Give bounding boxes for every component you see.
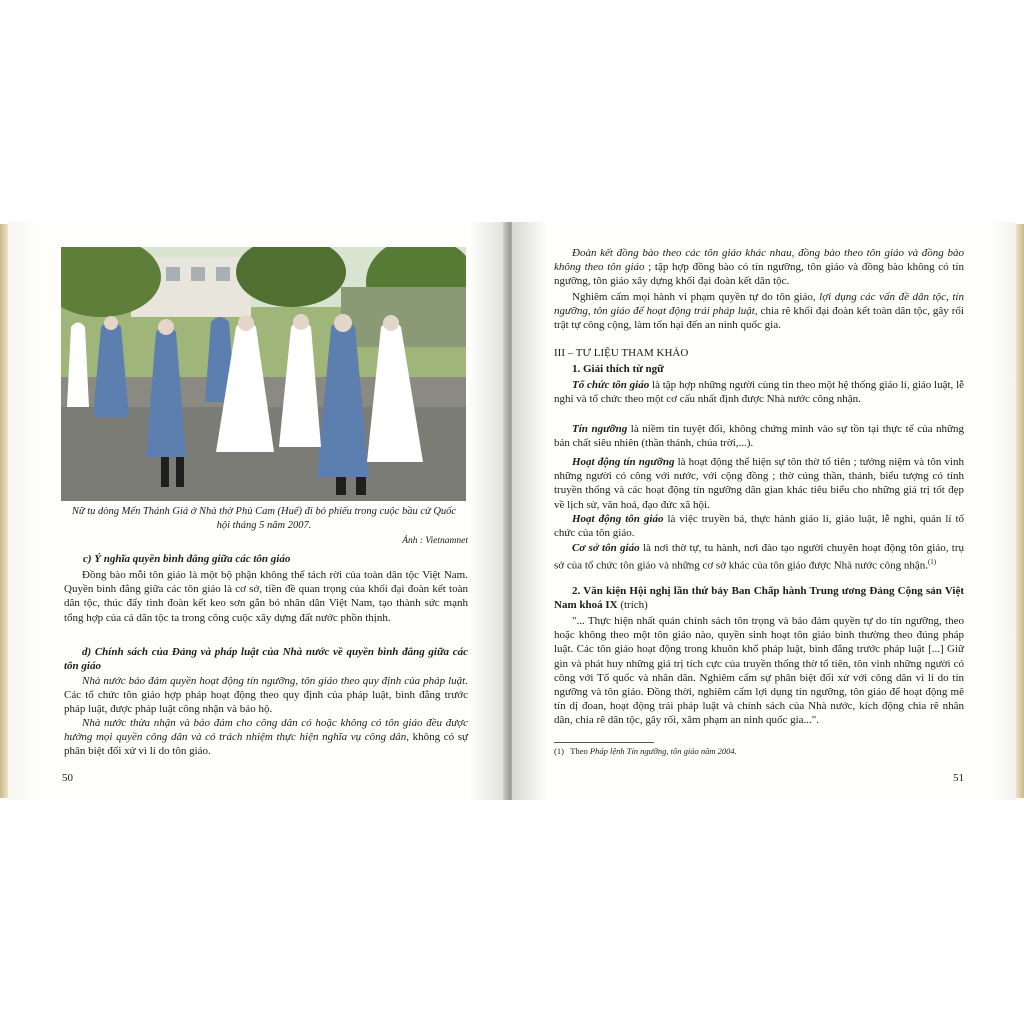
term-3: Hoạt động tín ngưỡng [572,456,675,468]
footnote-text-a: Theo [570,746,590,756]
definition-3 [554,455,964,512]
right-paragraph-2-italic: lợi dụng các vấn đề dân tộc, tín ngưỡng, tôn giáo để hoạt động trái pháp luật, [554,291,964,318]
paragraph-d1-italic: Nhà nước bảo đảm quyền hoạt động tín ngưỡng, tôn giáo theo quy định của pháp luật. [82,675,468,687]
paragraph-d1-rest: Các tổ chức tôn giáo hợp pháp hoạt động theo quy định của pháp luật, bình đẳng trước pháp luật, được pháp luật công nhận và bảo hộ. [64,689,468,716]
term-1: Tổ chức tôn giáo [572,379,650,391]
right-paragraph-1-italic: Đoàn kết đồng bào theo các tôn giáo khác nhau, đồng bào theo tôn giáo và đồng bào không theo tôn giáo [554,247,964,274]
footnote [554,746,964,757]
paragraph-d2 [64,716,468,759]
subsection-2-title-text: 2. Văn kiện Hội nghị lần thứ bảy Ban Chấp hành Trung ương Đảng Cộng sản Việt Nam khoá IX [554,585,964,612]
heading-c: c) Ý nghĩa quyền bình đẳng giữa các tôn giáo [83,553,291,565]
definition-5 [554,541,964,573]
subsection-2-suffix: (trích) [617,599,648,612]
right-paragraph-2 [554,290,964,333]
definition-4-text: là việc truyền bá, thực hành giáo lí, giáo luật, lễ nghi, quản lí tổ chức của tôn giáo. [554,513,964,540]
paragraph-c: Đồng bào mỗi tôn giáo là một bộ phận không thể tách rời của toàn dân tộc Việt Nam. Quyền bình đẳng giữa các tôn giáo là cơ sở, tiền đề quan trọng của khối đại đoàn kết toàn dân tộc, thúc đẩy tình đoàn kết keo sơn gắn bó nhân dân Việt Nam, tạo thành sức mạnh tổng hợp của cả dân tộc ta trong công cuộc xây dựng đất nước phồn thịnh. [64,569,468,624]
definition-2-text: là niềm tin tuyệt đối, không chứng minh vào sự tồn tại thực tế của những bản chất siêu nhiên (thần thánh, chúa trời,...). [554,423,964,450]
definition-2 [554,422,964,450]
photo-credit: Ảnh : Vietnamnet [402,536,468,546]
right-paragraph-2-rest: chia rẽ khối đại đoàn kết toàn dân tộc, gây rối trật tự công cộng, làm tổn hại đến an ninh quốc gia. [554,305,964,332]
term-4: Hoạt động tôn giáo [572,513,664,525]
definition-5-text: là nơi thờ tự, tu hành, nơi đào tạo người chuyên hoạt động tôn giáo, trụ sở của tổ chức tôn giáo và những cơ sở khác của tôn giáo được Nhà nước công nhận. [554,542,964,572]
definition-1-text: là tập hợp những người cùng tin theo một hệ thống giáo lí, giáo luật, lễ nghi và tổ chức theo một cơ cấu nhất định được Nhà nước công nhận. [554,379,965,406]
right-paragraph-1 [554,246,964,289]
subsection-2-title [554,584,964,612]
left-page [8,222,510,800]
right-paragraph-1-rest: ; tập hợp đồng bào có tín ngưỡng, tôn giáo và đồng bào không có tín ngưỡng, tôn giáo xây dựng khối đại đoàn kết dân tộc. [554,261,964,288]
page-number-left: 50 [62,772,73,784]
right-page [512,222,1016,800]
definition-1 [554,378,964,406]
section-title: III – TƯ LIỆU THAM KHẢO [554,347,689,359]
footnote-divider [554,742,654,743]
term-2: Tín ngưỡng [572,423,628,435]
nuns-voting-photo [61,247,466,501]
footnote-mark: (1) [927,558,937,567]
right-paragraph-2-a: Nghiêm cấm mọi hành vi phạm quyền tự do tôn giáo, [572,291,820,303]
heading-d: d) Chính sách của Đảng và pháp luật của Nhà nước về quyền bình đẳng giữa các tôn giáo [64,646,468,673]
open-book [0,222,1024,802]
footnote-text-italic: Pháp lệnh Tín ngưỡng, tôn giáo năm 2004. [589,746,737,756]
footnote-label: (1) [554,746,564,756]
definition-3-text: là hoạt động thể hiện sự tôn thờ tổ tiên ; tưởng niệm và tôn vinh những người có công với nước, với cộng đồng ; thờ cúng thần, thánh, biểu tượng có tính truyền thống và các hoạt động tín ngưỡng dân gian khác tiêu biểu cho những giá trị tốt đẹp về lịch sử, văn hoá, đạo đức xã hội. [554,456,964,511]
paragraph-d1 [64,674,468,717]
paragraph-d2-italic: Nhà nước thừa nhận và bảo đảm cho công dân có hoặc không có tôn giáo đều được hưởng mọi quyền công dân và có trách nhiệm thực hiện nghĩa vụ công dân, [64,717,468,744]
quote-paragraph: "... Thực hiện nhất quán chính sách tôn trọng và bảo đảm quyền tự do tín ngưỡng, theo hoặc không theo một tôn giáo nào, quyền sinh hoạt tôn giáo bình thường theo đúng pháp luật. Các tôn giáo hoạt động trong khuôn khổ pháp luật, bình đẳng trước pháp luật [...] Giữ gìn và phát huy những giá trị tích cực của truyền thống thờ tổ tiên, tôn vinh những người có công với Tổ quốc và nhân dân. Nghiêm cấm sự phân biệt đối xử với công dân vì lí do tín ngưỡng và tôn giáo. Đồng thời, nghiêm cấm lợi dụng tín ngưỡng, tôn giáo để hoạt động mê tín dị đoan, hoạt động trái pháp luật và chính sách của Nhà nước, kích động chia rẽ nhân dân, chia rẽ dân tộc, gây rối, xâm phạm an ninh quốc gia...". [554,615,964,727]
subsection-1-title: 1. Giải thích từ ngữ [572,363,664,375]
definition-4 [554,512,964,540]
page-number-right: 51 [953,772,964,784]
paragraph-d2-rest: không có sự phân biệt đối xử vì lí do tôn giáo. [64,731,468,758]
term-5: Cơ sở tôn giáo [572,542,640,554]
photo-caption: Nữ tu dòng Mến Thánh Giá ở Nhà thờ Phủ Cam (Huế) đi bỏ phiếu trong cuộc bầu cử Quốc hội tháng 5 năm 2007. [71,506,457,531]
